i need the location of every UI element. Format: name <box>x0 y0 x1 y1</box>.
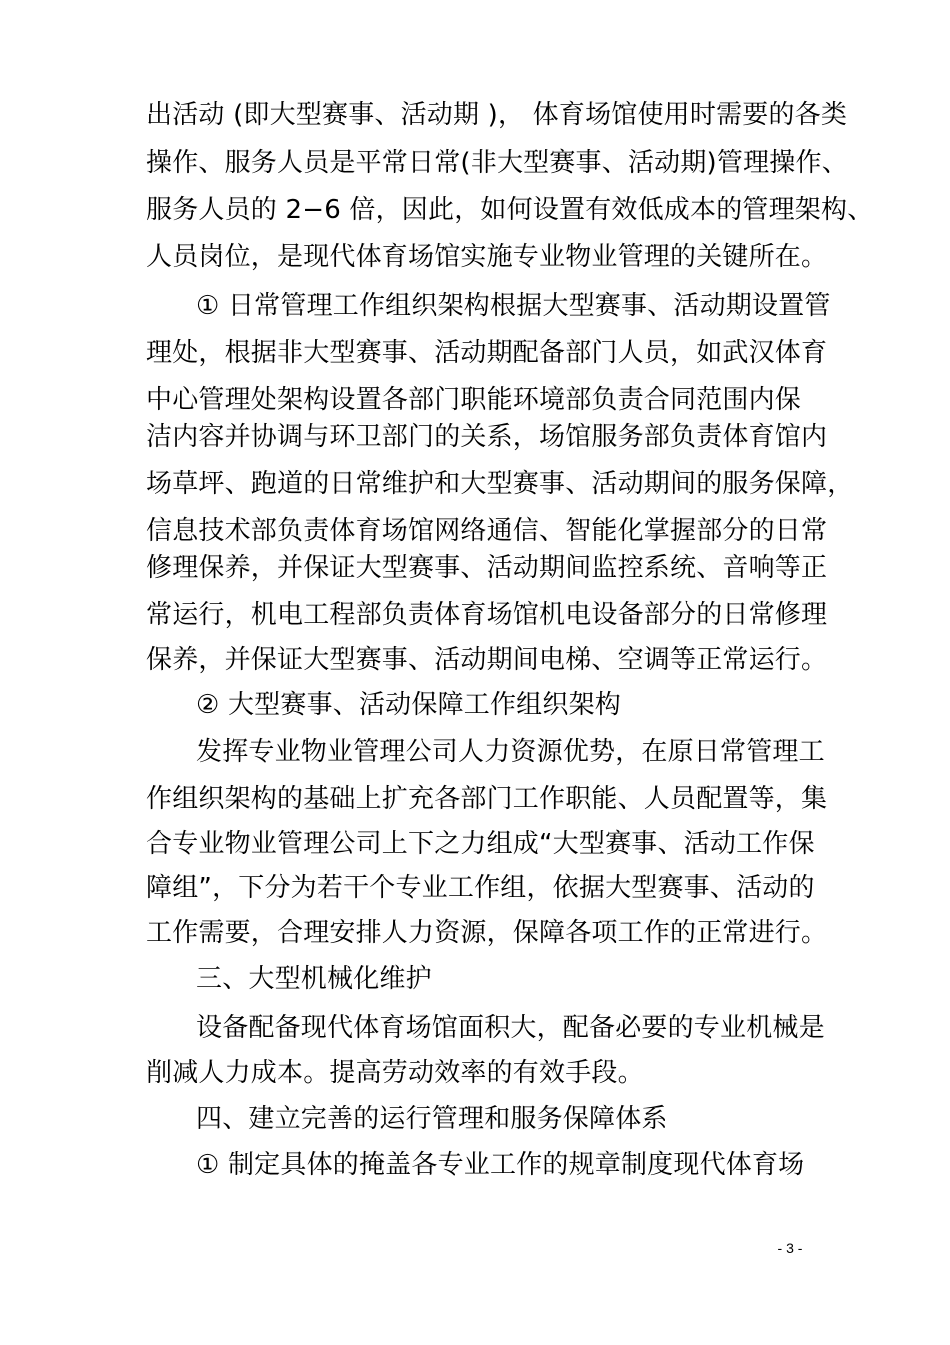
paragraph-line: 修理保养，并保证大型赛事、活动期间监控系统、音响等正 <box>146 553 828 583</box>
section-heading: 三、大型机械化维护 <box>196 964 432 994</box>
paragraph-line: 保养，并保证大型赛事、活动期间电梯、空调等正常运行。 <box>146 645 828 675</box>
paragraph-line: 出活动 (即大型赛事、活动期 )， 体育场馆使用时需要的各类 <box>146 100 848 130</box>
paragraph-line: 服务人员的 2−6 倍，因此，如何设置有效低成本的管理架构、 <box>146 195 874 225</box>
paragraph-line: ① 日常管理工作组织架构根据大型赛事、活动期设置管 <box>196 291 831 321</box>
section-heading: ② 大型赛事、活动保障工作组织架构 <box>196 690 621 720</box>
paragraph-line: 合专业物业管理公司上下之力组成“大型赛事、活动工作保 <box>146 829 815 859</box>
paragraph-line: 发挥专业物业管理公司人力资源优势，在原日常管理工 <box>196 737 825 767</box>
page-number: - 3 - <box>777 1240 803 1256</box>
paragraph-line: 削减人力成本。提高劳动效率的有效手段。 <box>146 1058 644 1088</box>
paragraph-line: 中心管理处架构设置各部门职能环境部负责合同范围内保 <box>146 385 802 415</box>
paragraph-line: 理处，根据非大型赛事、活动期配备部门人员，如武汉体育 <box>146 338 828 368</box>
paragraph-line: 障组”，下分为若干个专业工作组，依据大型赛事、活动的 <box>146 873 815 903</box>
paragraph-line: 工作需要，合理安排人力资源，保障各项工作的正常进行。 <box>146 918 828 948</box>
paragraph-line: 操作、服务人员是平常日常(非大型赛事、活动期)管理操作、 <box>146 148 848 178</box>
paragraph-line: 设备配备现代体育场馆面积大，配备必要的专业机械是 <box>196 1013 825 1043</box>
paragraph-line: 作组织架构的基础上扩充各部门工作职能、人员配置等，集 <box>146 784 828 814</box>
paragraph-line: 人员岗位，是现代体育场馆实施专业物业管理的关键所在。 <box>146 242 828 272</box>
paragraph-line: 洁内容并协调与环卫部门的关系，场馆服务部负责体育馆内 <box>146 422 828 452</box>
paragraph-line: 场草坪、跑道的日常维护和大型赛事、活动期间的服务保障， <box>146 469 854 499</box>
paragraph-line: 常运行，机电工程部负责体育场馆机电设备部分的日常修理 <box>146 600 828 630</box>
section-heading: 四、建立完善的运行管理和服务保障体系 <box>196 1104 668 1134</box>
paragraph-line: ① 制定具体的掩盖各专业工作的规章制度现代体育场 <box>196 1150 805 1180</box>
paragraph-line: 信息技术部负责体育场馆网络通信、智能化掌握部分的日常 <box>146 516 828 546</box>
